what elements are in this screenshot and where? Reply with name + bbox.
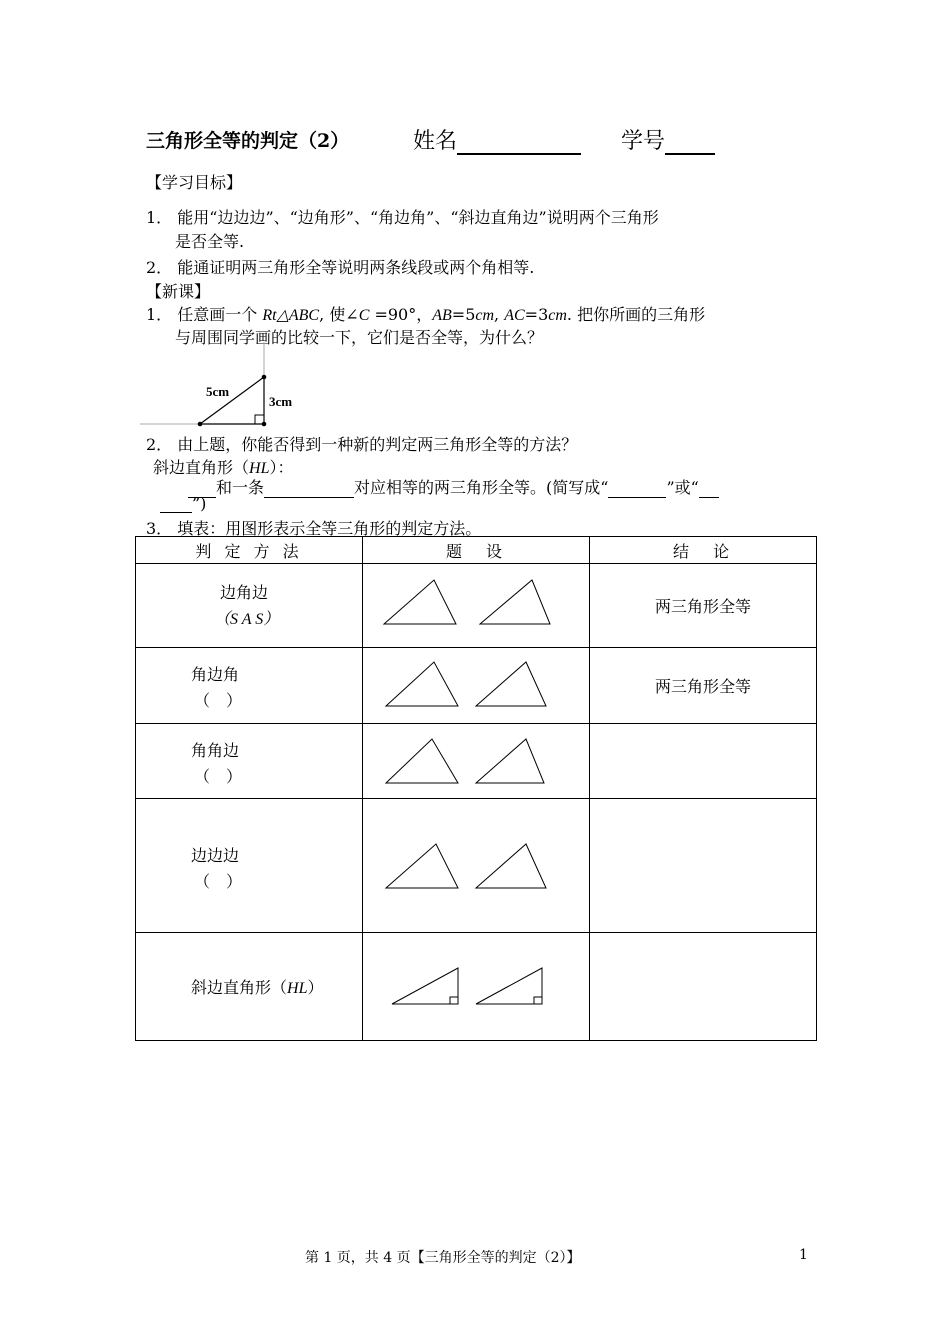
page-number: 1 xyxy=(799,1247,808,1263)
triangle-pair-figure xyxy=(376,733,576,789)
criteria-table xyxy=(135,536,817,1041)
conclusion-cell: 两三角形全等 xyxy=(590,564,817,648)
hl-heading: 斜边直角形（HL）： xyxy=(153,458,294,477)
page-footer: 第 1 页，共 4 页【三角形全等的判定（2）】 xyxy=(305,1250,581,1266)
blank-3[interactable] xyxy=(608,479,666,498)
method-cell xyxy=(136,799,363,933)
triangle-pair-figure xyxy=(376,658,576,714)
lesson-heading: 【新课】 xyxy=(146,282,211,301)
condition-cell xyxy=(363,564,590,648)
header-method: 判 定 方 法 xyxy=(136,537,363,564)
header-condition: 题 设 xyxy=(363,537,590,564)
right-triangle-figure xyxy=(140,342,360,434)
method-abbr: （ ） xyxy=(194,872,243,891)
condition-cell xyxy=(363,799,590,933)
question-1-line-2: 与周围同学画的比较一下，它们是否全等，为什么？ xyxy=(175,328,544,347)
condition-cell xyxy=(363,648,590,724)
method-abbr: （S A S） xyxy=(214,611,280,628)
conclusion-cell: 两三角形全等 xyxy=(590,648,817,724)
header-conclusion: 结 论 xyxy=(590,537,817,564)
table-row xyxy=(136,933,817,1041)
hypotenuse-label: 5cm xyxy=(206,384,230,399)
method-cell xyxy=(136,648,363,724)
method-cell xyxy=(136,724,363,799)
table-row xyxy=(136,564,817,648)
method-cell xyxy=(136,564,363,648)
method-abbr: （ ） xyxy=(194,691,243,710)
method-name: 边边边 xyxy=(191,846,240,865)
goal-2: 2． 能通证明两三角形全等说明两条线段或两个角相等. xyxy=(146,258,535,277)
name-blank[interactable] xyxy=(457,131,581,155)
id-label: 学号 xyxy=(621,129,666,154)
method-name: 角角边 xyxy=(191,741,240,760)
method-cell xyxy=(136,933,363,1041)
blank-4b[interactable] xyxy=(160,494,192,513)
table-header-row xyxy=(136,537,817,564)
goal-1-line-1: 1． 能用“边边边”、“边角形”、“角边角”、“斜边直角边”说明两个三角形 xyxy=(146,208,659,227)
conclusion-cell xyxy=(590,799,817,933)
question-2: 2． 由上题，你能否得到一种新的判定两三角形全等的方法？ xyxy=(146,435,578,454)
method-abbr: （ ） xyxy=(194,767,243,786)
question-1-line-1: 1． 任意画一个 Rt△ABC, 使∠C =90°，AB=5cm, AC=3cm. 把你所画的三角形 xyxy=(146,305,706,324)
method-name: 角边角 xyxy=(191,665,240,684)
conclusion-cell xyxy=(590,724,817,799)
name-label: 姓名 xyxy=(413,129,458,154)
blank-2[interactable] xyxy=(264,479,354,498)
table-row xyxy=(136,648,817,724)
triangle-pair-figure xyxy=(376,962,576,1012)
method-name: 斜边直角形（HL） xyxy=(191,978,324,997)
fill-in-sentence-cont: ”) xyxy=(160,494,206,513)
id-blank[interactable] xyxy=(665,131,715,155)
triangle-pair-figure xyxy=(376,576,576,636)
goal-1-line-2: 是否全等. xyxy=(175,232,245,251)
table-row xyxy=(136,724,817,799)
condition-cell xyxy=(363,724,590,799)
method-name: 边角边 xyxy=(220,583,269,602)
name-field xyxy=(413,124,715,155)
goals-heading: 【学习目标】 xyxy=(146,173,243,192)
fill-in-sentence: 和一条 对应相等的两三角形全等。(简写成“ ”或“ xyxy=(188,475,719,498)
question-3: 3． 填表：用图形表示全等三角形的判定方法。 xyxy=(146,519,482,538)
triangle-pair-figure xyxy=(376,838,576,894)
table-row xyxy=(136,799,817,933)
condition-cell xyxy=(363,933,590,1041)
blank-4a[interactable] xyxy=(699,479,719,498)
leg-label: 3cm xyxy=(269,394,293,409)
conclusion-cell xyxy=(590,933,817,1041)
page-title: 三角形全等的判定（2） xyxy=(146,130,350,152)
